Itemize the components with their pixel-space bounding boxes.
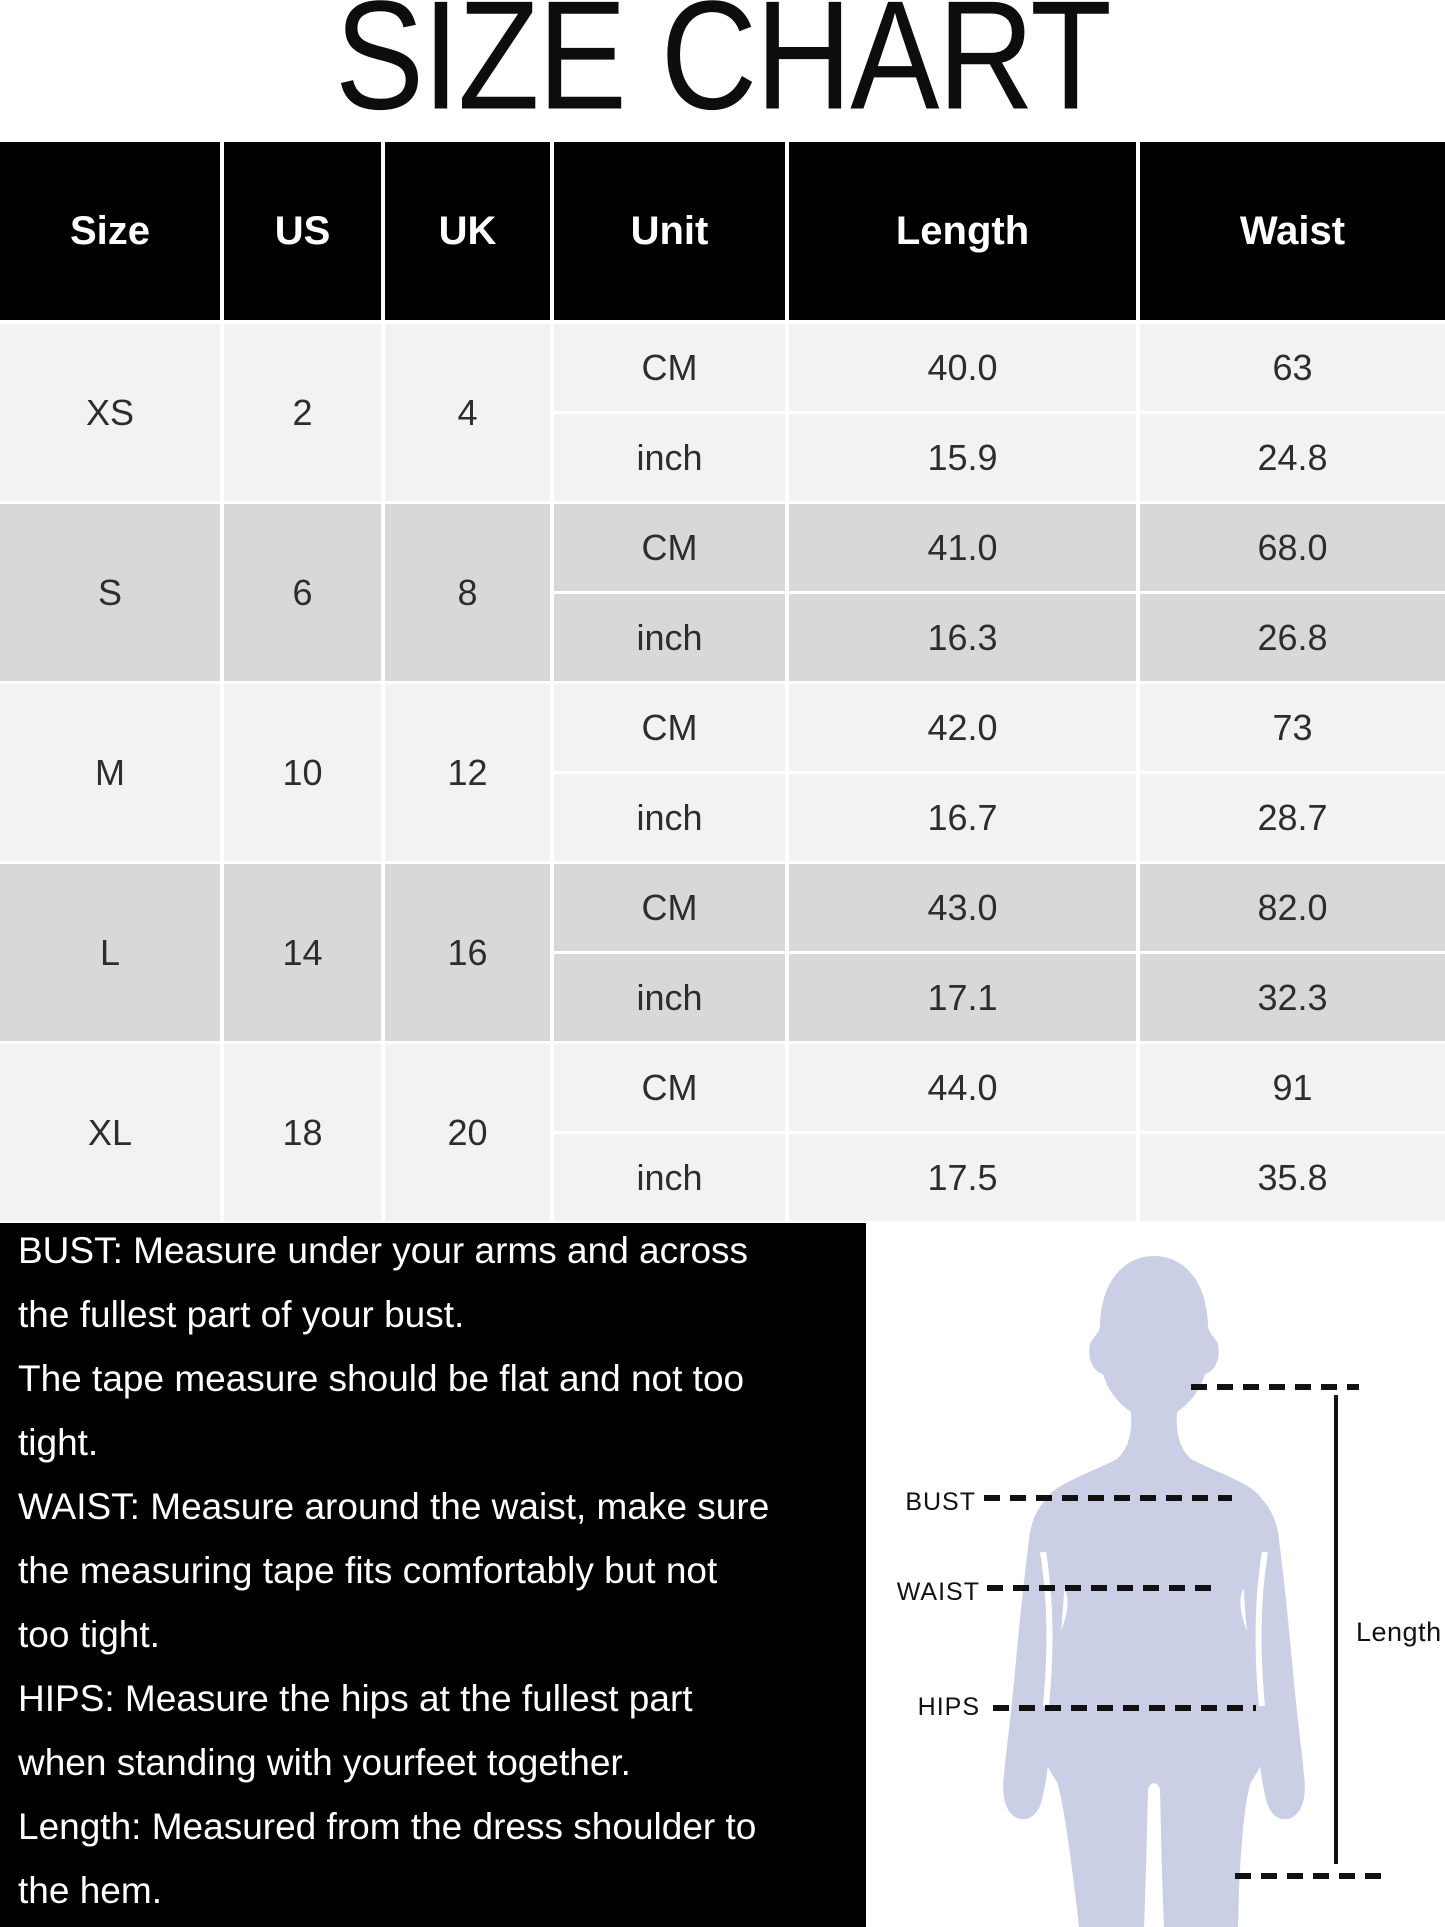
- note-line: BUST: Measure under your arms and across: [18, 1230, 749, 1271]
- waist-inch-value: 24.8: [1140, 414, 1445, 501]
- us-cell: 18: [224, 1044, 381, 1221]
- header-waist: Waist: [1140, 142, 1445, 320]
- waist-cm-value: 68.0: [1140, 504, 1445, 591]
- unit-cm-label: CM: [554, 684, 785, 771]
- waist-cm-value: 82.0: [1140, 864, 1445, 951]
- note-line: WAIST: Measure around the waist, make sure: [18, 1486, 770, 1527]
- note-line: the measuring tape fits comfortably but not: [18, 1550, 718, 1591]
- waist-label: WAIST: [896, 1578, 980, 1606]
- note-line: when standing with yourfeet together.: [18, 1742, 631, 1783]
- length-cm-value: 44.0: [789, 1044, 1136, 1131]
- header-size: Size: [0, 142, 220, 320]
- length-label: Length: [1356, 1617, 1442, 1647]
- header-us: US: [224, 142, 381, 320]
- body-silhouette-diagram: [860, 1220, 1439, 1927]
- unit-inch-label: inch: [554, 594, 785, 681]
- table-row: [0, 504, 1445, 681]
- table-row: [0, 684, 1445, 861]
- note-line: The tape measure should be flat and not too: [18, 1358, 745, 1399]
- us-cell: 6: [224, 504, 381, 681]
- note-line: HIPS: Measure the hips at the fullest part: [18, 1678, 693, 1719]
- uk-cell: 16: [385, 864, 550, 1041]
- unit-inch-label: inch: [554, 954, 785, 1041]
- unit-cm-label: CM: [554, 1044, 785, 1131]
- length-cm-value: 43.0: [789, 864, 1136, 951]
- note-line: too tight.: [18, 1614, 160, 1655]
- unit-cm-label: CM: [554, 324, 785, 411]
- waist-inch-value: 28.7: [1140, 774, 1445, 861]
- size-cell: L: [0, 864, 220, 1041]
- size-cell: XL: [0, 1044, 220, 1221]
- header-unit: Unit: [554, 142, 785, 320]
- table-header-row: [0, 142, 1445, 320]
- length-inch-value: 16.7: [789, 774, 1136, 861]
- uk-cell: 4: [385, 324, 550, 501]
- us-cell: 14: [224, 864, 381, 1041]
- unit-cm-label: CM: [554, 864, 785, 951]
- uk-cell: 12: [385, 684, 550, 861]
- us-cell: 2: [224, 324, 381, 501]
- length-inch-value: 17.1: [789, 954, 1136, 1041]
- table-row: [0, 864, 1445, 1041]
- unit-inch-label: inch: [554, 414, 785, 501]
- unit-inch-label: inch: [554, 774, 785, 861]
- length-inch-value: 17.5: [789, 1134, 1136, 1221]
- note-line: Length: Measured from the dress shoulder to: [18, 1806, 757, 1847]
- note-line: the fullest part of your bust.: [18, 1294, 465, 1335]
- waist-inch-value: 35.8: [1140, 1134, 1445, 1221]
- waist-inch-value: 26.8: [1140, 594, 1445, 681]
- page-title: SIZE CHART: [334, 0, 1111, 143]
- hips-label: HIPS: [917, 1693, 980, 1721]
- waist-cm-value: 63: [1140, 324, 1445, 411]
- length-cm-value: 41.0: [789, 504, 1136, 591]
- size-cell: M: [0, 684, 220, 861]
- waist-cm-value: 91: [1140, 1044, 1445, 1131]
- measuring-instructions: [0, 1223, 866, 1927]
- table-row: [0, 1044, 1445, 1221]
- length-inch-value: 15.9: [789, 414, 1136, 501]
- length-inch-value: 16.3: [789, 594, 1136, 681]
- size-cell: XS: [0, 324, 220, 501]
- length-cm-value: 40.0: [789, 324, 1136, 411]
- waist-cm-value: 73: [1140, 684, 1445, 771]
- table-row: [0, 324, 1445, 501]
- waist-inch-value: 32.3: [1140, 954, 1445, 1041]
- uk-cell: 20: [385, 1044, 550, 1221]
- length-cm-value: 42.0: [789, 684, 1136, 771]
- note-line: tight.: [18, 1422, 99, 1463]
- us-cell: 10: [224, 684, 381, 861]
- header-uk: UK: [385, 142, 550, 320]
- unit-cm-label: CM: [554, 504, 785, 591]
- note-line: the hem.: [18, 1870, 162, 1911]
- bust-label: BUST: [905, 1488, 976, 1516]
- unit-inch-label: inch: [554, 1134, 785, 1221]
- uk-cell: 8: [385, 504, 550, 681]
- header-length: Length: [789, 142, 1136, 320]
- size-cell: S: [0, 504, 220, 681]
